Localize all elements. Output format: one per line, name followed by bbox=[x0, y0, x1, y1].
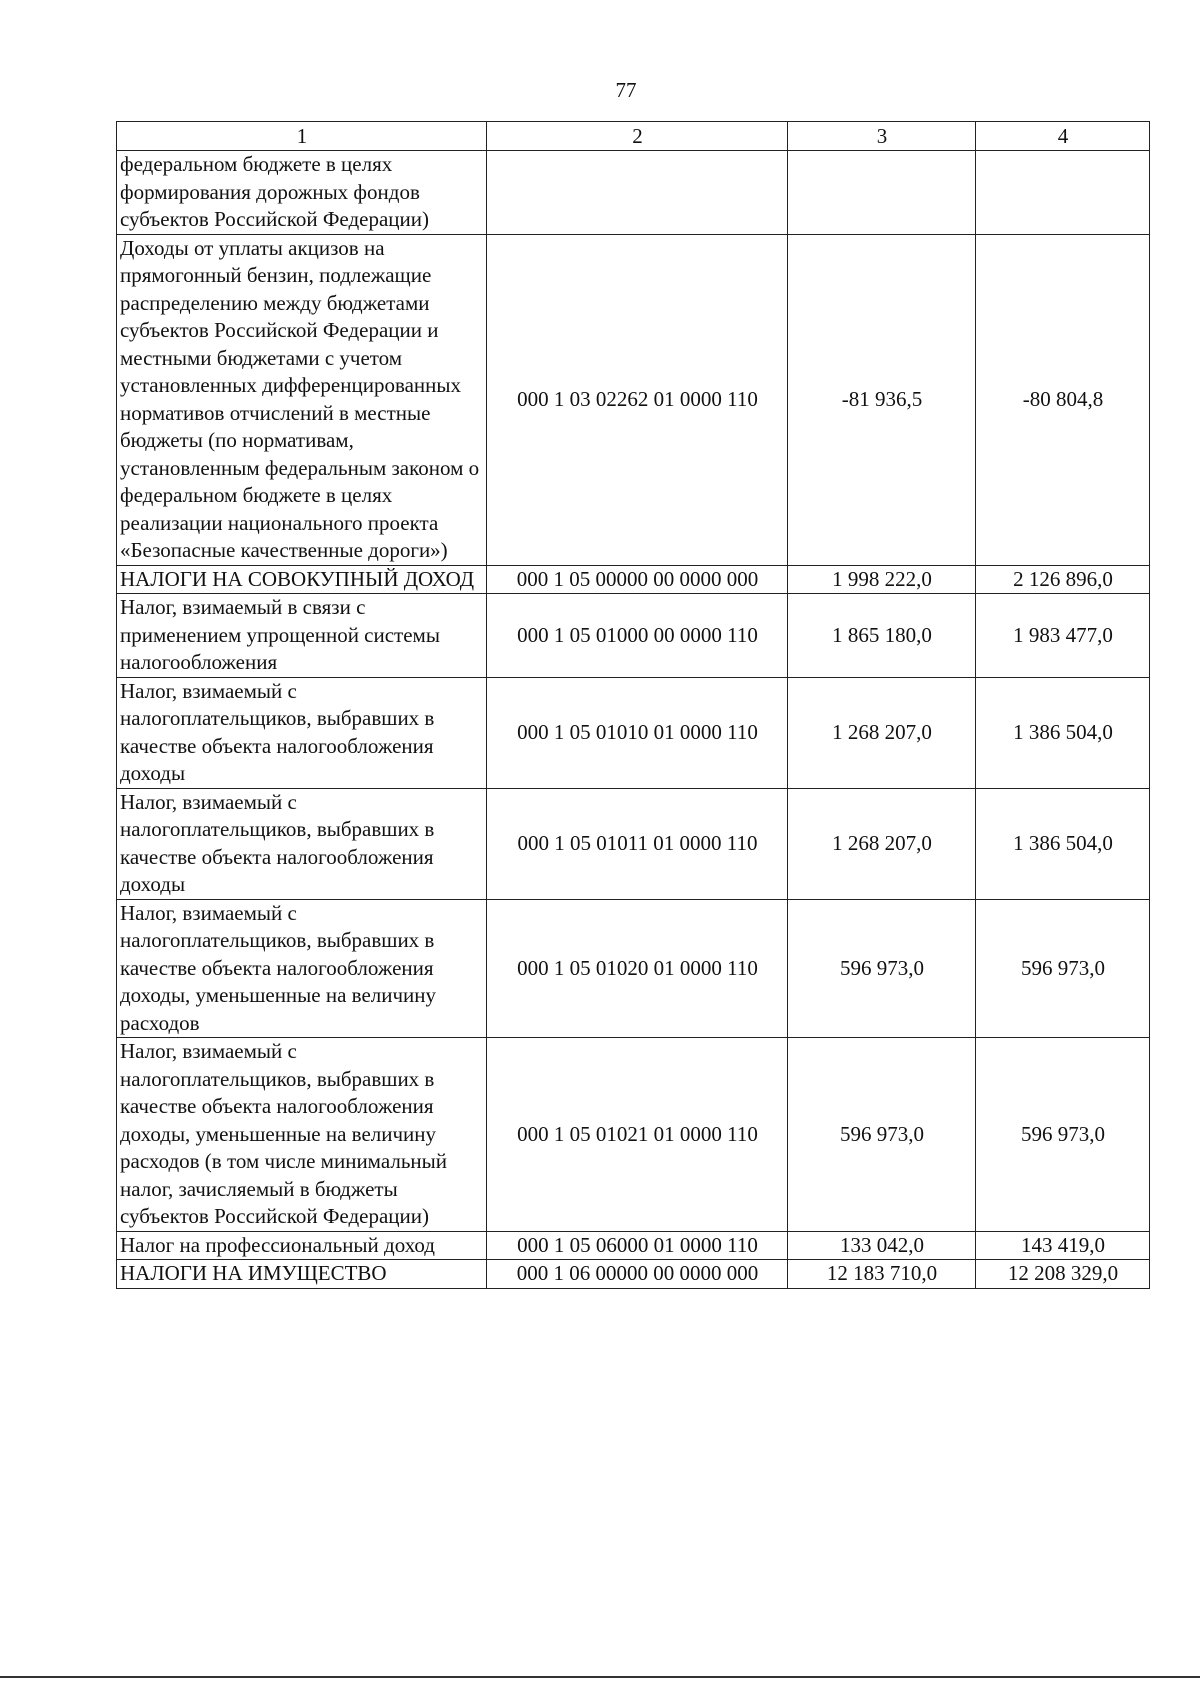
row-name: федеральном бюджете в целях формирования дорожных фондов субъектов Российской Федерации) bbox=[117, 151, 487, 235]
row-name: НАЛОГИ НА ИМУЩЕСТВО bbox=[117, 1260, 487, 1289]
row-name: Налог, взимаемый с налогоплательщиков, выбравших в качестве объекта налогообложения доходы, уменьшенные на величину расходов (в том числе минимальный налог, зачисляемый в бюджеты субъектов Российской Федерации) bbox=[117, 1038, 487, 1232]
row-value-4: 2 126 896,0 bbox=[976, 565, 1150, 594]
row-code: 000 1 05 01011 01 0000 110 bbox=[487, 788, 788, 899]
column-header-2: 2 bbox=[487, 122, 788, 151]
row-value-4: 1 386 504,0 bbox=[976, 677, 1150, 788]
row-value-3: -81 936,5 bbox=[788, 234, 976, 565]
row-value-4: 143 419,0 bbox=[976, 1231, 1150, 1260]
budget-table bbox=[116, 121, 1150, 1289]
table-row bbox=[117, 234, 1150, 565]
row-value-3: 596 973,0 bbox=[788, 899, 976, 1038]
row-value-3: 1 268 207,0 bbox=[788, 788, 976, 899]
table-row bbox=[117, 1038, 1150, 1232]
row-value-3 bbox=[788, 151, 976, 235]
row-code: 000 1 05 01020 01 0000 110 bbox=[487, 899, 788, 1038]
row-name: Налог, взимаемый с налогоплательщиков, выбравших в качестве объекта налогообложения доходы bbox=[117, 677, 487, 788]
row-value-3: 1 865 180,0 bbox=[788, 594, 976, 678]
column-header-1: 1 bbox=[117, 122, 487, 151]
row-value-4: -80 804,8 bbox=[976, 234, 1150, 565]
row-code: 000 1 05 00000 00 0000 000 bbox=[487, 565, 788, 594]
row-name: Налог, взимаемый с налогоплательщиков, выбравших в качестве объекта налогообложения доходы, уменьшенные на величину расходов bbox=[117, 899, 487, 1038]
row-name: Налог, взимаемый с налогоплательщиков, выбравших в качестве объекта налогообложения доходы bbox=[117, 788, 487, 899]
row-code: 000 1 05 01021 01 0000 110 bbox=[487, 1038, 788, 1232]
row-code: 000 1 06 00000 00 0000 000 bbox=[487, 1260, 788, 1289]
table-row bbox=[117, 565, 1150, 594]
row-name: НАЛОГИ НА СОВОКУПНЫЙ ДОХОД bbox=[117, 565, 487, 594]
table-row bbox=[117, 788, 1150, 899]
row-value-3: 1 998 222,0 bbox=[788, 565, 976, 594]
row-value-3: 133 042,0 bbox=[788, 1231, 976, 1260]
page-number: 77 bbox=[615, 78, 637, 102]
row-value-4: 596 973,0 bbox=[976, 1038, 1150, 1232]
row-code: 000 1 05 01000 00 0000 110 bbox=[487, 594, 788, 678]
row-name: Доходы от уплаты акцизов на прямогонный бензин, подлежащие распределению между бюджетами субъектов Российской Федерации и местными бюджетами с учетом установленных дифференцированных нормативов отчислений в местные бюджеты (по нормативам, установленным федеральным законом о федеральном бюджете в целях реализации национального проекта «Безопасные качественные дороги») bbox=[117, 234, 487, 565]
page-bottom-rule bbox=[0, 1676, 1200, 1678]
row-name: Налог на профессиональный доход bbox=[117, 1231, 487, 1260]
row-code: 000 1 03 02262 01 0000 110 bbox=[487, 234, 788, 565]
table-row bbox=[117, 677, 1150, 788]
row-name: Налог, взимаемый в связи с применением упрощенной системы налогообложения bbox=[117, 594, 487, 678]
row-value-4: 596 973,0 bbox=[976, 899, 1150, 1038]
row-value-3: 12 183 710,0 bbox=[788, 1260, 976, 1289]
row-code bbox=[487, 151, 788, 235]
table-row bbox=[117, 1260, 1150, 1289]
row-value-4: 1 386 504,0 bbox=[976, 788, 1150, 899]
table-row bbox=[117, 899, 1150, 1038]
row-value-4 bbox=[976, 151, 1150, 235]
row-value-3: 596 973,0 bbox=[788, 1038, 976, 1232]
row-value-3: 1 268 207,0 bbox=[788, 677, 976, 788]
row-code: 000 1 05 06000 01 0000 110 bbox=[487, 1231, 788, 1260]
table-row bbox=[117, 151, 1150, 235]
row-value-4: 1 983 477,0 bbox=[976, 594, 1150, 678]
table-row bbox=[117, 1231, 1150, 1260]
column-header-4: 4 bbox=[976, 122, 1150, 151]
header-row bbox=[117, 122, 1150, 151]
row-code: 000 1 05 01010 01 0000 110 bbox=[487, 677, 788, 788]
row-value-4: 12 208 329,0 bbox=[976, 1260, 1150, 1289]
table-row bbox=[117, 594, 1150, 678]
column-header-3: 3 bbox=[788, 122, 976, 151]
